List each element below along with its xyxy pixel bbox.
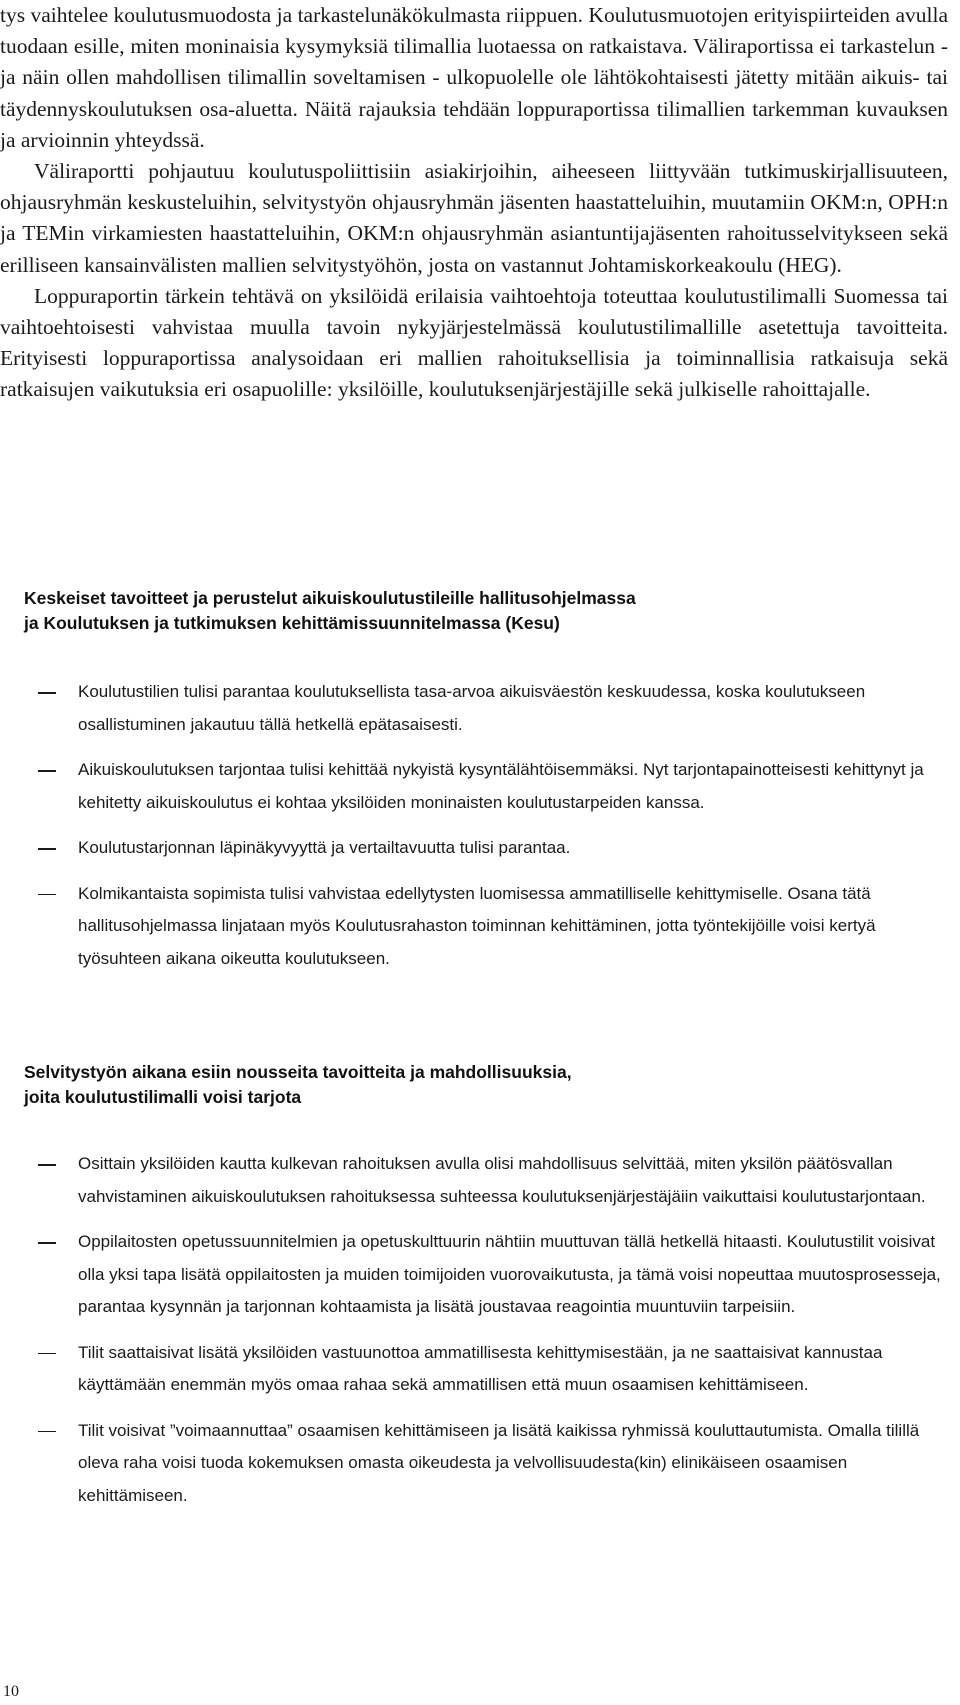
list-item [0, 754, 948, 819]
list-item [0, 1226, 948, 1324]
page-number: 10 [3, 1683, 19, 1700]
list-item [0, 832, 948, 865]
list-item [0, 1415, 948, 1513]
section-heading [24, 1060, 948, 1110]
list-item [0, 1337, 948, 1402]
goals-list [0, 676, 948, 975]
list-item-text: Oppilaitosten opetussuunnitelmien ja opetuskulttuurin nähtiin muuttuvan tällä hetkellä hitaasti. Koulutustilit voisivat olla yksi tapa lisätä oppilaitosten ja muiden toimijoiden vuorovaikutusta, ja tämä voisi nopeuttaa muutosprosesseja, parantaa kysynnän ja tarjonnan kohtaamista ja lisätä joustavaa reagointia muuntuviin tarpeisiin. [78, 1232, 941, 1316]
intro-paragraph: Väliraportti pohjautuu koulutuspoliittisiin asiakirjoihin, aiheeseen liittyvään tutkimuskirjallisuuteen, ohjausryhmän keskusteluihin, selvitystyön ohjausryhmän jäsenten haastatteluihin, muutamiin OKM:n, OPH:n ja TEMin virkamiesten haastatteluihin, OKM:n ohjausryhmän asiantuntijajäsenten rahoitusselvitykseen sekä erilliseen kansainvälisten mallien selvitystyöhön, josta on vastannut Johtamiskorkeakoulu (HEG). [0, 159, 948, 277]
list-item [0, 1148, 948, 1213]
list-item-text: Kolmikantaista sopimista tulisi vahvistaa edellytysten luomisessa ammatilliselle kehittymiselle. Osana tätä hallitusohjelmassa linjataan myös Koulutusrahaston toiminnan kehittäminen, jotta työntekijöille voisi kertyä työsuhteen aikana oikeutta koulutukseen. [78, 883, 876, 968]
list-item-text: Tilit voisivat ”voimaannuttaa” osaamisen kehittämiseen ja lisätä kaikissa ryhmissä kouluttautumista. Omalla tilillä oleva raha voisi tuoda kokemuksen omasta oikeudesta ja velvollisuudesta(kin) elinikäiseen osaamisen kehittämiseen. [78, 1420, 920, 1505]
list-item-text: Koulutustarjonnan läpinäkyvyyttä ja vertailtavuutta tulisi parantaa. [78, 838, 571, 857]
intro-paragraph: tys vaihtelee koulutusmuodosta ja tarkastelunäkökulmasta riippuen. Koulutusmuotojen erityispiirteiden avulla tuodaan esille, miten moninaisia kysymyksiä tilimallia luotaessa on ratkaistava. Väliraportissa ei tarkastelun - ja näin ollen mahdollisen tilimallin soveltamisen - ulkopuolelle ole lähtökohtaisesti jätetty mitään aikuis- tai täydennyskoulutuksen osa-aluetta. Näitä rajauksia tehdään loppuraportissa tilimallien tarkemman kuvauksen ja arvioinnin yhteydssä. [0, 3, 948, 152]
section-heading-line: Selvitystyön aikana esiin nousseita tavoitteita ja mahdollisuuksia, [24, 1062, 572, 1082]
opportunities-list [0, 1148, 948, 1512]
list-item-text: Koulutustilien tulisi parantaa koulutuksellista tasa-arvoa aikuisväestön keskuudessa, koska koulutukseen osallistuminen jakautuu tällä hetkellä epätasaisesti. [78, 682, 866, 734]
list-item-text: Aikuiskoulutuksen tarjontaa tulisi kehittää nykyistä kysyntälähtöisemmäksi. Nyt tarjontapainotteisesti kehittynyt ja kehitetty aikuiskoulutus ei kohtaa yksilöiden moninaisten koulutustarpeiden kanssa. [78, 760, 924, 812]
list-item [0, 676, 948, 741]
section-heading-line: joita koulutustilimalli voisi tarjota [24, 1087, 302, 1107]
section-heading-line: Keskeiset tavoitteet ja perustelut aikuiskoulutustileille hallitusohjelmassa [24, 588, 636, 608]
list-item [0, 878, 948, 976]
intro-paragraph: Loppuraportin tärkein tehtävä on yksilöidä erilaisia vaihtoehtoja toteuttaa koulutustilimalli Suomessa tai vaihtoehtoisesti vahvistaa muulla tavoin nykyjärjestelmässä koulutustilimallille asetettuja tavoitteita. Erityisesti loppuraportissa analysoidaan eri mallien rahoituksellisia ja toiminnallisia ratkaisuja sekä ratkaisujen vaikutuksia eri osapuolille: yksilöille, koulutuksenjärjestäjille sekä julkiselle rahoittajalle. [0, 283, 948, 402]
section-heading-line: ja Koulutuksen ja tutkimuksen kehittämissuunnitelmassa (Kesu) [24, 613, 560, 633]
section-heading [24, 586, 948, 636]
list-item-text: Osittain yksilöiden kautta kulkevan rahoituksen avulla olisi mahdollisuus selvittää, miten yksilön päätösvallan vahvistaminen aikuiskoulutuksen rahoituksessa suhteessa koulutuksenjärjestäjäiin vaikuttaisi koulutustarjontaan. [78, 1154, 926, 1206]
opportunities-section [0, 1060, 948, 1512]
goals-section [0, 586, 948, 975]
list-item-text: Tilit saattaisivat lisätä yksilöiden vastuunottoa ammatillisesta kehittymisestään, ja ne saattaisivat kannustaa käyttämään enemmän myös omaa rahaa sekä ammatillisen että muun osaamisen kehittämiseen. [78, 1342, 883, 1394]
intro-text [0, 0, 948, 406]
